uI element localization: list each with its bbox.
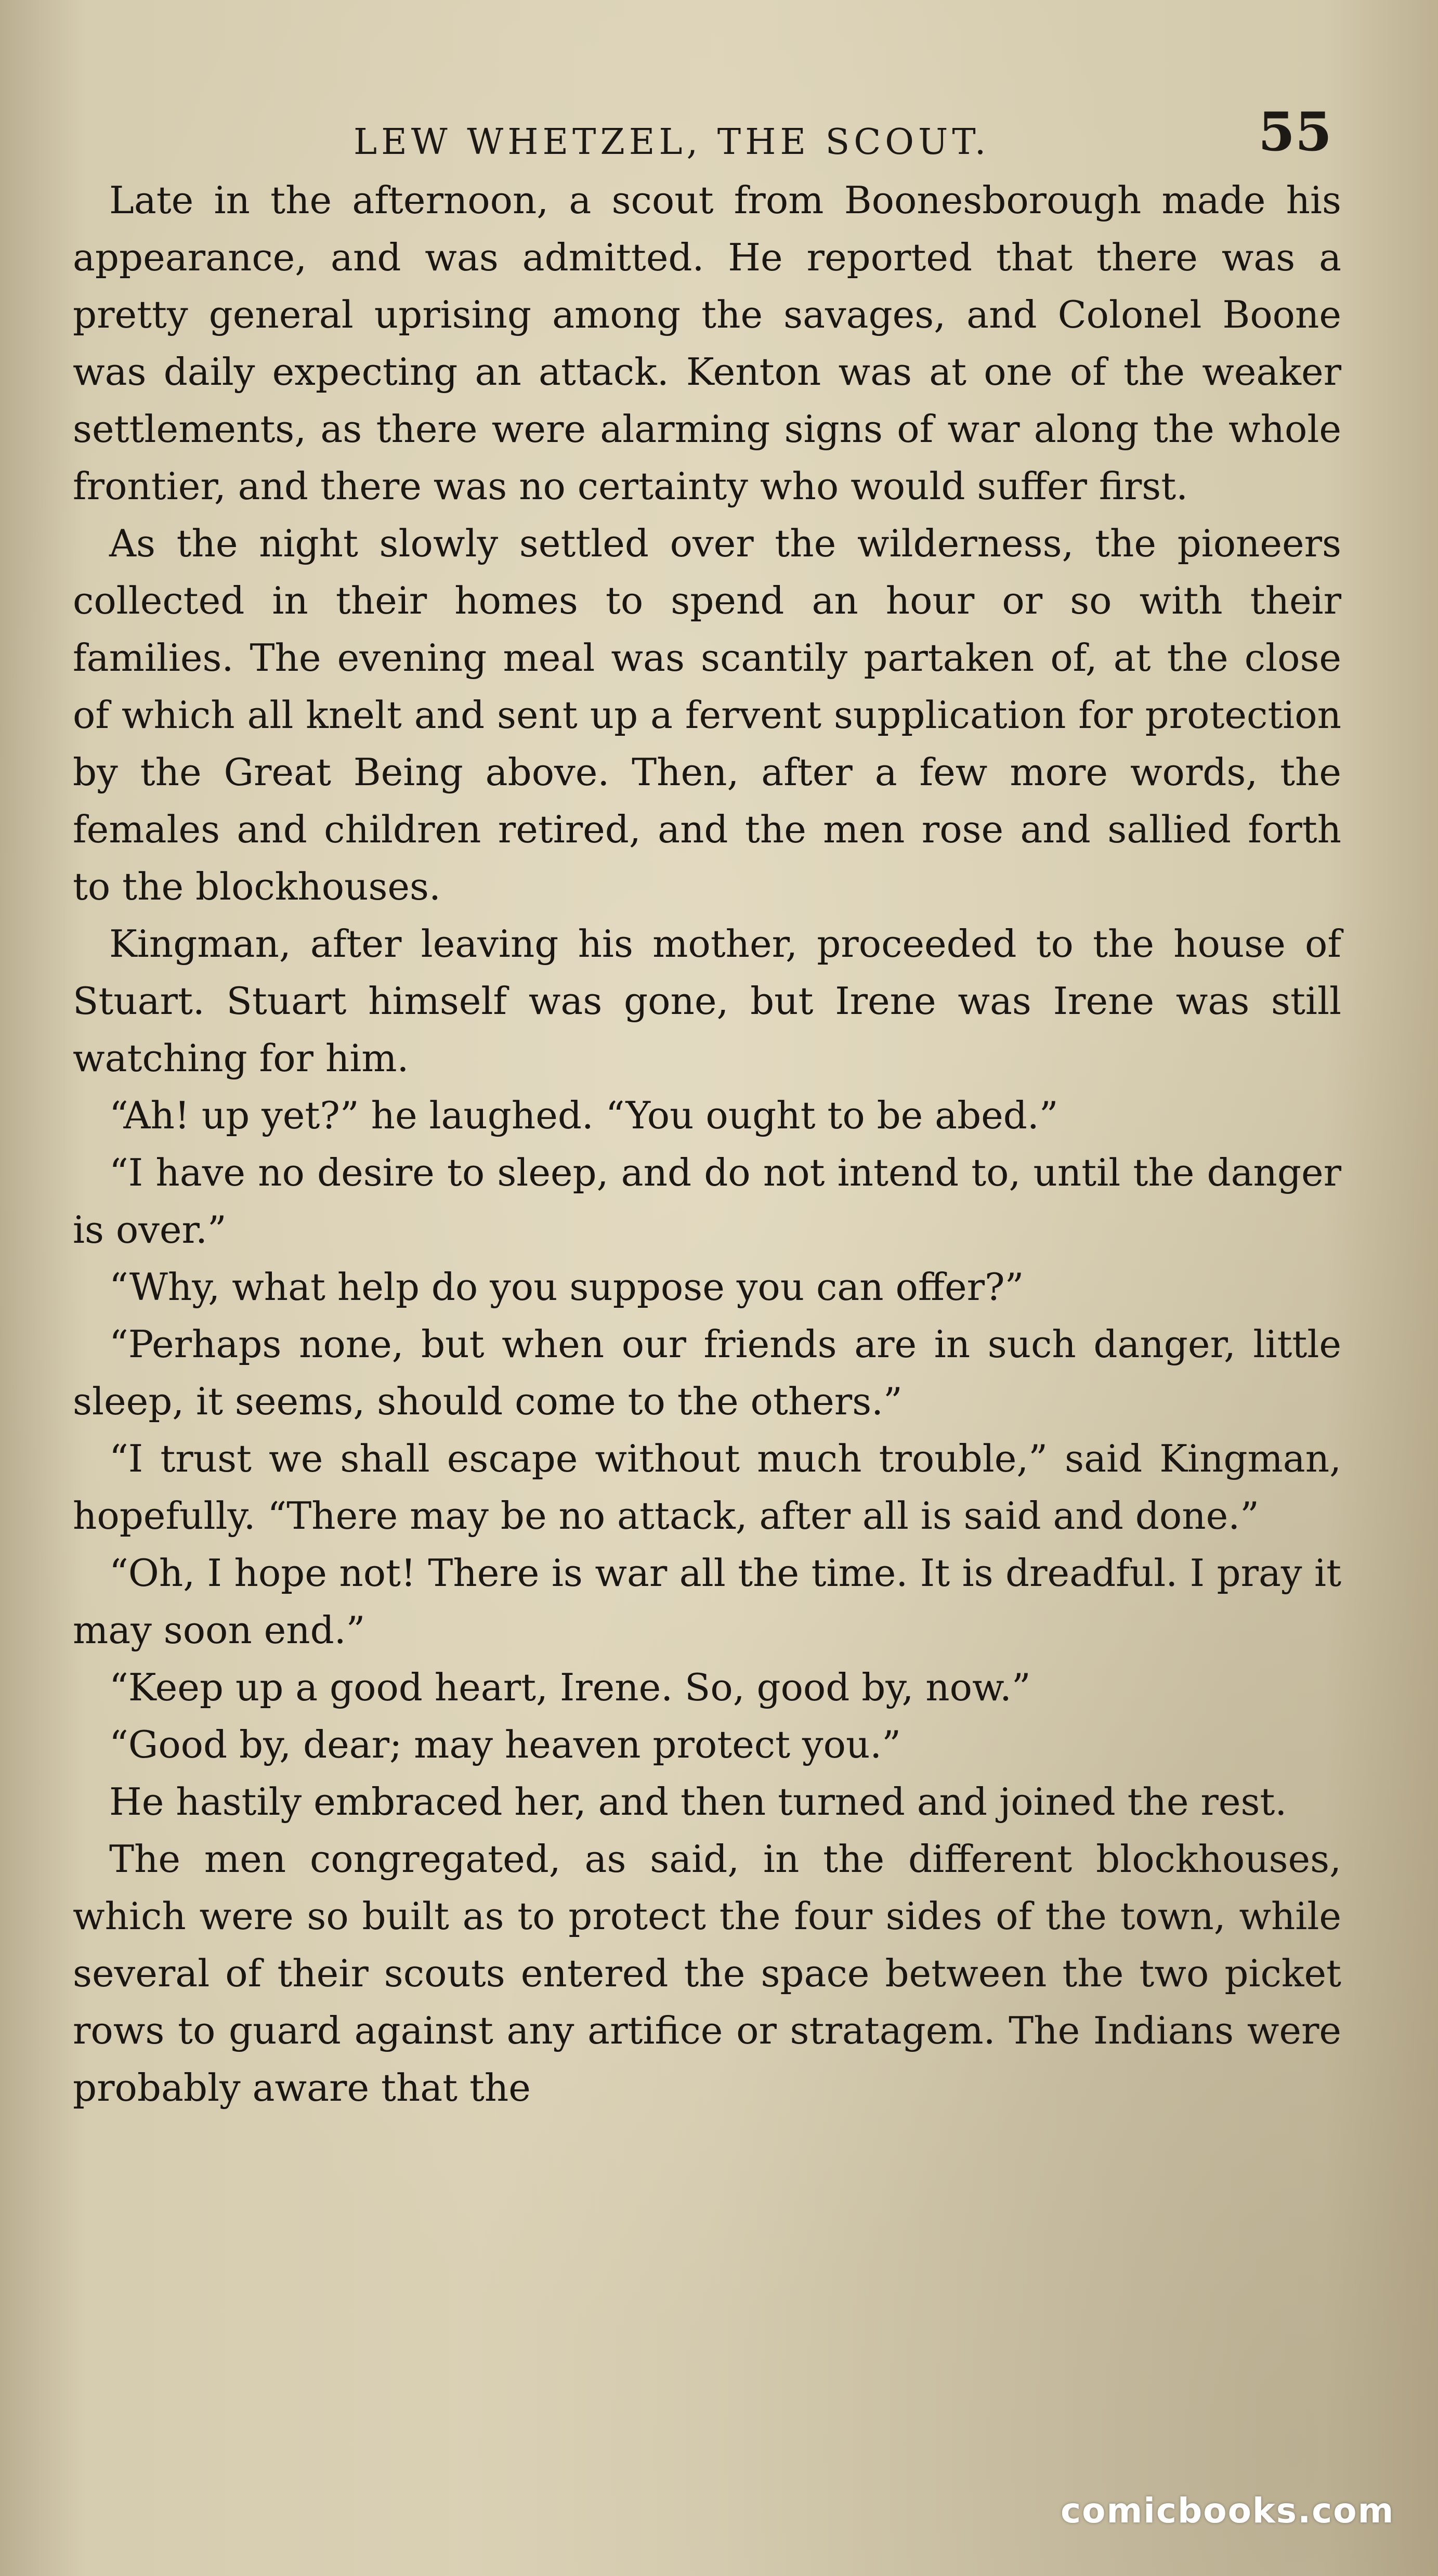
dialogue-line: “Ah! up yet?” he laughed. “You ought to be abed.”	[109, 1094, 1058, 1137]
paragraph-night-settles: As the night slowly settled over the wilderness, the pioneers collected in their homes to spend an hour or so with their families. The evening meal was scantily partaken of, at the close of which all knelt and sent up a fervent supplication for protection by the Great Being above. Then, after a few more words, the females and children retired, and the men rose and sallied forth to the blockhouses.	[73, 522, 1341, 908]
page-number: 55	[1258, 101, 1332, 163]
dialogue-line: “Oh, I hope not! There is war all the time. It is dreadful. I pray it may soon end.”	[73, 1551, 1341, 1652]
paragraph-kingman-visits: Kingman, after leaving his mother, proceeded to the house of Stuart. Stuart himself was gone, but Irene was Irene was still watching for him.	[73, 922, 1341, 1080]
paragraph-scout-arrival: Late in the afternoon, a scout from Boonesborough made his appearance, and was admitted. He reported that there was a pretty general uprising among the savages, and Colonel Boone was daily expecting an attack. Kenton was at one of the weaker settlements, as there were alarming signs of war along the whole frontier, and there was no certainty who would suffer first.	[73, 178, 1341, 508]
dialogue-line: “I have no desire to sleep, and do not intend to, until the danger is over.”	[73, 1151, 1341, 1252]
watermark-text: comicbooks.com	[1061, 2491, 1395, 2531]
paragraph-embrace: He hastily embraced her, and then turned and joined the rest.	[109, 1780, 1287, 1824]
body-text	[73, 172, 1341, 2116]
dialogue-line: “Good by, dear; may heaven protect you.”	[109, 1723, 901, 1766]
dialogue-line: “Perhaps none, but when our friends are in such danger, little sleep, it seems, should come to the others.”	[73, 1322, 1341, 1423]
dialogue-line: “Keep up a good heart, Irene. So, good by, now.”	[109, 1666, 1031, 1709]
dialogue-line: “Why, what help do you suppose you can offer?”	[109, 1265, 1024, 1309]
running-head: LEW WHETZEL, THE SCOUT.	[354, 122, 990, 163]
dialogue-line: “I trust we shall escape without much trouble,” said Kingman, hopefully. “There may be no attack, after all is said and done.”	[73, 1437, 1341, 1538]
page-header	[0, 78, 1438, 182]
paragraph-blockhouses: The men congregated, as said, in the different blockhouses, which were so built as to protect the four sides of the town, while several of their scouts entered the space between the two picket rows to guard against any artifice or stratagem. The Indians were probably aware that the	[73, 1837, 1341, 2110]
